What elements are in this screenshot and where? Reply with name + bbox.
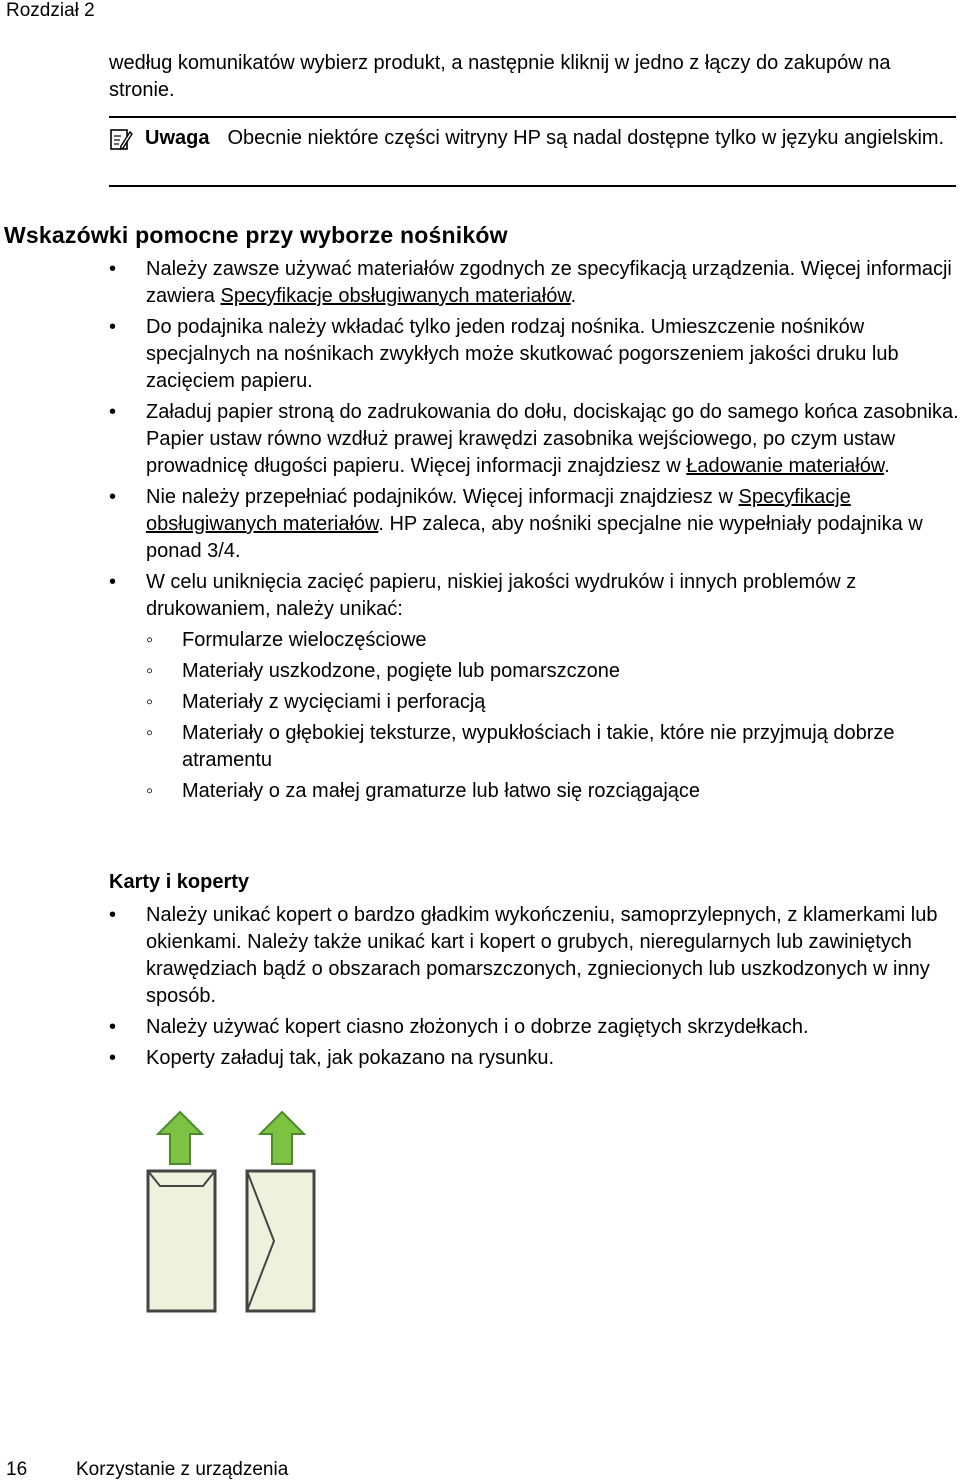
page-number: 16 — [6, 1459, 28, 1480]
note-top-rule — [109, 116, 956, 118]
envelope-icon — [247, 1171, 314, 1311]
list-item: • Koperty załaduj tak, jak pokazano na rysunku. — [109, 1045, 960, 1072]
intro-paragraph: według komunikatów wybierz produkt, a następnie kliknij w jedno z łączy do zakupów na stronie. — [109, 52, 891, 101]
link-loading-media[interactable]: Ładowanie materiałów — [686, 455, 885, 477]
section-heading-media-tips: Wskazówki pomocne przy wyborze nośników — [4, 222, 508, 248]
note-box — [109, 125, 959, 152]
list-item: • Należy zawsze używać materiałów zgodnych ze specyfikacją urządzenia. Więcej informacji zawiera Specyfikacje obsługiwanych materiałów. — [109, 256, 960, 310]
sublist-item: ◦ Materiały o za małej gramaturze lub łatwo się rozciągające — [146, 778, 960, 805]
link-media-specs[interactable]: Specyfikacje obsługiwanych materiałów — [220, 285, 571, 307]
envelope-loading-figure — [140, 1108, 340, 1318]
link-media-specs-2[interactable]: Specyfikacje obsługiwanych materiałów — [146, 486, 851, 535]
note-text: Obecnie niektóre części witryny HP są nadal dostępne tylko w języku angielskim. — [227, 127, 945, 149]
list-item: • Załaduj papier stroną do zadrukowania do dołu, dociskając go do samego końca zasobnika. Papier ustaw równo wzdłuż prawej krawędzi zasobnika wejściowego, po czym ustaw prowadnicę długości papieru. Więcej informacji znajdziesz w Ładowanie materiałów. — [109, 399, 960, 480]
envelopes-list — [109, 902, 960, 1076]
list-item: • Nie należy przepełniać podajników. Więcej informacji znajdziesz w Specyfikacje obsługiwanych materiałów. HP zaleca, aby nośniki specjalne nie wypełniały podajnika w ponad 3/4. — [109, 484, 960, 565]
arrow-up-icon — [158, 1112, 202, 1164]
list-item: • Należy używać kopert ciasno złożonych i o dobrze zagiętych skrzydełkach. — [109, 1014, 960, 1041]
note-bottom-rule — [109, 185, 956, 187]
sublist-item: ◦ Materiały o głębokiej teksturze, wypukłościach i takie, które nie przyjmują dobrze atramentu — [146, 720, 960, 774]
arrow-up-icon — [260, 1112, 304, 1164]
sublist-item: ◦ Materiały z wycięciami i perforacją — [146, 689, 960, 716]
list-item: • Do podajnika należy wkładać tylko jeden rodzaj nośnika. Umieszczenie nośników specjalnych na nośnikach zwykłych może skutkować pogorszeniem jakości druku lub zacięciem papieru. — [109, 314, 960, 395]
list-item: • W celu uniknięcia zacięć papieru, niskiej jakości wydruków i innych problemów z drukowaniem, należy unikać: ◦ Formularze wieloczęściowe ◦ Materiały uszkodzone, pogięte lub pomarszczone ◦ Materiały z wycięciami i perforacją ◦ Materiały o głębokiej teksturze, wypukłościach i takie, które nie przyjmują dobrze atramentu ◦ Materiały o za małej gramaturze lub łatwo się rozciągające — [109, 569, 960, 805]
list-item: • Należy unikać kopert o bardzo gładkim wykończeniu, samoprzylepnych, z klamerkami lub okienkami. Należy także unikać kart i kopert o grubych, nieregularnych lub zawiniętych krawędziach bądź o obszarach pomarszczonych, zgniecionych lub uszkodzonych w inny sposób. — [109, 902, 960, 1010]
chapter-label: Rozdział 2 — [6, 0, 95, 21]
section-heading-cards-envelopes: Karty i koperty — [109, 871, 250, 893]
media-tips-list — [109, 256, 960, 809]
note-pencil-icon — [109, 127, 133, 151]
note-label: Uwaga — [145, 127, 210, 149]
sublist-item: ◦ Formularze wieloczęściowe — [146, 627, 960, 654]
sublist-item: ◦ Materiały uszkodzone, pogięte lub pomarszczone — [146, 658, 960, 685]
avoid-media-sublist — [146, 627, 960, 805]
footer-section-title: Korzystanie z urządzenia — [76, 1459, 289, 1480]
envelope-icon — [148, 1171, 215, 1311]
